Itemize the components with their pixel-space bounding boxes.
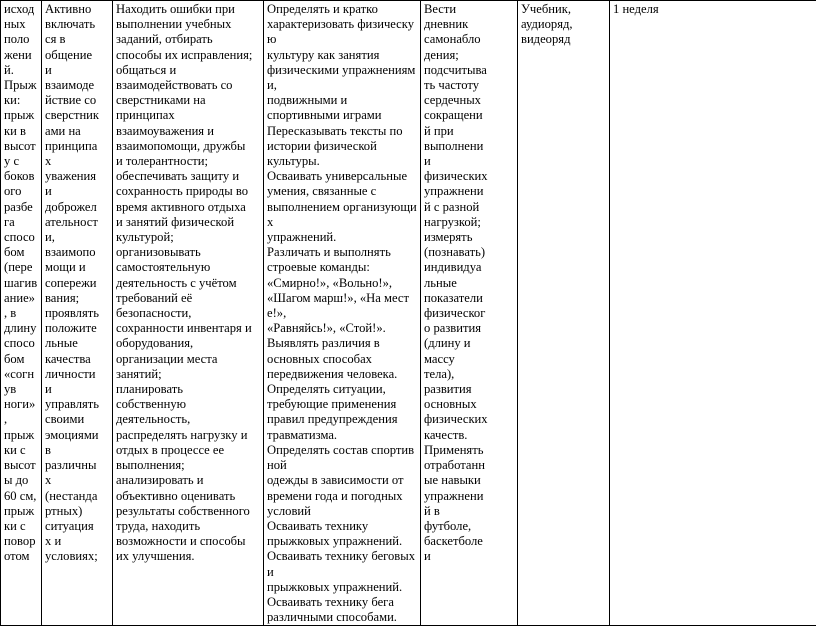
cell-regulatory — [113, 1, 264, 626]
cell-resources — [518, 1, 610, 626]
cell-regulatory-text: Находить ошибки при выполнении учебных заданий, отбирать способы их исправления; общаться и взаимодействовать со сверстниками на принципах взаимоуважения и взаимопомощи, дружбы и толерантности; обеспечивать защиту и сохранность природы во время активного отдыха и занятий физической культурой; организовывать самостоятельную деятельность с учётом требований её безопасности, сохранности инвентаря и оборудования, организации места занятий; планировать собственную деятельность, распределять нагрузку и отдых в процессе ее выполнения; анализировать и объективно оценивать результаты собственного труда, находить возможности и способы их улучшения. — [116, 2, 260, 565]
cell-communicative-text: Активно включать ся в общение и взаимоде йствие со сверстник ами на принципа х уважения и доброжел ательност и, взаимопо мощи и сопережи вания; проявлять положите льные качества личности и управлять своими эмоциями в различны х (нестанда ртных) ситуация х и условиях; — [45, 2, 109, 565]
cell-exercises — [1, 1, 42, 626]
cell-exercises-text: исход ных поло жени й. Прыж ки: прыж ки в высот у с боков ого разбе га спосо бом (пере шагив ание» , в длину спосо бом «согн ув ноги» , прыж ки с высот ы до 60 см, прыж ки с повор отом — [4, 2, 38, 565]
cell-communicative — [42, 1, 113, 626]
cell-resources-text: Учебник, аудиоряд, видеоряд — [521, 2, 606, 48]
cell-subject-skills-text: Определять и кратко характеризовать физическую культуру как занятия физическими упражнениями, подвижными и спортивными играми Пересказывать тексты по истории физической культуры. Осваивать универсальные умения, связанные с выполнением организующих упражнений. Различать и выполнять строевые команды: «Смирно!», «Вольно!», «Шагом марш!», «На месте!», «Равняйсь!», «Стой!». Выявлять различия в основных способах передвижения человека. Определять ситуации, требующие применения правил предупреждения травматизма. Определять состав спортивной одежды в зависимости от времени года и погодных условий Осваивать технику прыжковых упражнений. Осваивать технику беговых и прыжковых упражнений. Осваивать технику бега различными способами. — [267, 2, 417, 625]
cell-timing-text: 1 неделя — [613, 2, 813, 17]
cell-subject-skills — [264, 1, 421, 626]
table-row — [1, 1, 816, 626]
cell-timing — [610, 1, 816, 626]
cell-activities-text: Вести дневник самонабло дения; подсчитыва ть частоту сердечных сокращени й при выполнени и физических упражнени й с разной нагрузкой; измерять (познавать) индивидуа льные показатели физическог о развития (длину и массу тела), развития основных физических качеств. Применять отработанн ые навыки упражнени й в футболе, баскетболе и — [424, 2, 514, 565]
cell-activities — [421, 1, 518, 626]
